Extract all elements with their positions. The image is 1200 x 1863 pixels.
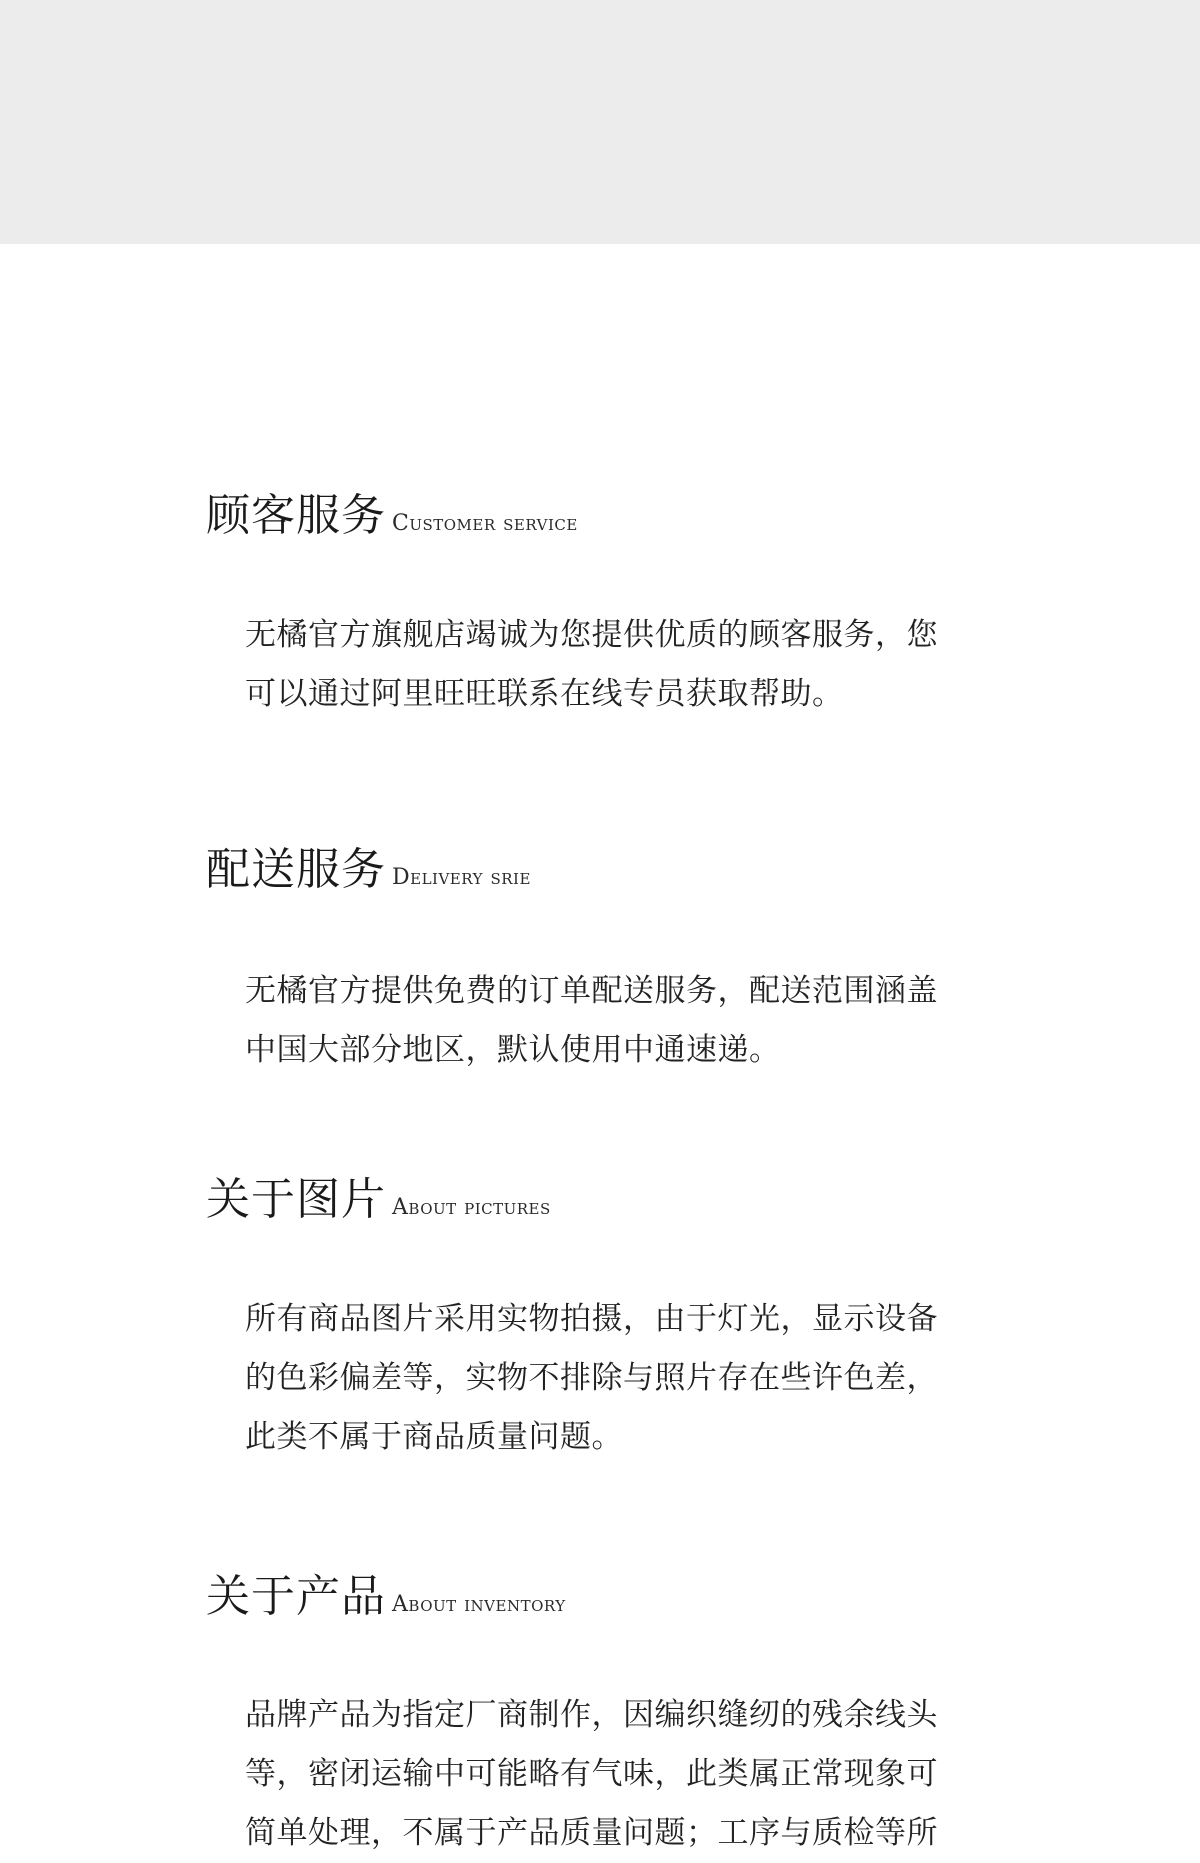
section-title-en: Delivery srie (392, 865, 531, 890)
section-body (245, 606, 990, 724)
section-heading (206, 486, 578, 546)
section-title-cn: 关于产品 (206, 1571, 386, 1622)
body-line: 等，密闭运输中可能略有气味，此类属正常现象可 (245, 1756, 938, 1792)
section-title-en: About pictures (392, 1195, 551, 1220)
section-body (245, 962, 990, 1080)
body-line: 无橘官方旗舰店竭诚为您提供优质的顾客服务，您 (245, 617, 938, 653)
section-heading (206, 840, 531, 900)
body-line: 简单处理，不属于产品质量问题；工序与质检等所 (245, 1815, 938, 1851)
section-body (245, 1686, 990, 1863)
body-line: 可以通过阿里旺旺联系在线专员获取帮助。 (245, 676, 844, 712)
section-body (245, 1290, 990, 1467)
section-heading (206, 1170, 551, 1230)
top-banner (0, 0, 1200, 244)
section-heading (206, 1567, 566, 1627)
body-line: 此类不属于商品质量问题。 (245, 1419, 623, 1455)
section-title-cn: 关于图片 (206, 1174, 386, 1225)
section-title-en: Customer service (392, 511, 578, 536)
body-line: 无橘官方提供免费的订单配送服务，配送范围涵盖 (245, 973, 938, 1009)
body-line: 所有商品图片采用实物拍摄，由于灯光，显示设备 (245, 1301, 938, 1337)
section-title-en: About inventory (392, 1592, 566, 1617)
section-title-cn: 配送服务 (206, 844, 386, 895)
section-title-cn: 顾客服务 (206, 490, 386, 541)
body-line: 中国大部分地区，默认使用中通速递。 (245, 1032, 781, 1068)
body-line: 的色彩偏差等，实物不排除与照片存在些许色差， (245, 1360, 938, 1396)
body-line: 品牌产品为指定厂商制作，因编织缝纫的残余线头 (245, 1697, 938, 1733)
